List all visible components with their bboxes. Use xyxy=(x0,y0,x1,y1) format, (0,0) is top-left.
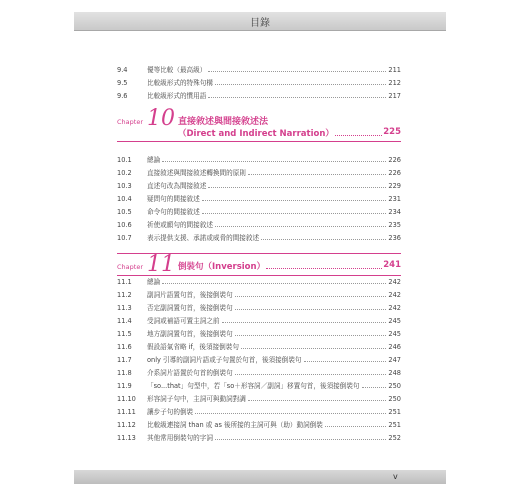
section-number: 11.5 xyxy=(117,330,132,338)
section-page: 212 xyxy=(388,79,401,87)
page-number: v xyxy=(393,472,398,481)
toc-entry[interactable] xyxy=(117,406,401,418)
section-number: 9.4 xyxy=(117,66,128,74)
toc-entry[interactable] xyxy=(117,64,401,76)
dot-leader xyxy=(241,341,386,349)
section-page: 245 xyxy=(388,317,401,325)
toc-entry[interactable] xyxy=(117,367,401,379)
chapter-title: 倒裝句（Inversion） xyxy=(178,262,266,272)
toc-entry[interactable] xyxy=(117,180,401,192)
toc-entry[interactable] xyxy=(117,289,401,301)
section-page: 251 xyxy=(388,421,401,429)
section-page: 242 xyxy=(388,291,401,299)
section-number: 10.7 xyxy=(117,234,132,242)
section-page: 242 xyxy=(388,278,401,286)
section-number: 11.9 xyxy=(117,382,132,390)
header-title: 目錄 xyxy=(250,18,270,29)
dot-leader xyxy=(362,380,387,388)
section-page: 250 xyxy=(388,382,401,390)
chapter-page: 241 xyxy=(383,260,401,270)
chapter-subtitle-line[interactable] xyxy=(178,127,401,139)
section-page: 246 xyxy=(388,343,401,351)
section-title: 受詞或補語可置主詞之前 xyxy=(147,317,220,325)
section-page: 250 xyxy=(388,395,401,403)
section-title: 總論 xyxy=(147,156,161,164)
section-number: 10.3 xyxy=(117,182,132,190)
toc-entry[interactable] xyxy=(117,328,401,340)
chapter-number: 11 xyxy=(147,252,175,277)
section-title: 「so...that」句型中，若「so＋形容詞／副詞」移置句首，後須接倒裝句 xyxy=(147,382,360,390)
section-page: 251 xyxy=(388,408,401,416)
dot-leader xyxy=(248,393,387,401)
dot-leader xyxy=(162,276,386,284)
section-page: 245 xyxy=(388,330,401,338)
dot-leader xyxy=(222,315,387,323)
toc-entry[interactable] xyxy=(117,276,401,288)
toc-entry[interactable] xyxy=(117,77,401,89)
dot-leader xyxy=(195,406,386,414)
section-title: 直述句改為間接敘述 xyxy=(147,182,207,190)
toc-entry[interactable] xyxy=(117,315,401,327)
header-bar xyxy=(74,12,446,31)
section-number: 11.6 xyxy=(117,343,132,351)
section-title: 直接敘述與間接敘述轉換間的原則 xyxy=(147,169,246,177)
section-title: 總論 xyxy=(147,278,161,286)
dot-leader xyxy=(208,90,386,98)
toc-entry[interactable] xyxy=(117,90,401,102)
section-number: 11.11 xyxy=(117,408,136,416)
toc-entry[interactable] xyxy=(117,380,401,392)
dot-leader xyxy=(235,328,387,336)
section-number: 11.10 xyxy=(117,395,136,403)
section-title: 比較級連接詞 than 或 as 後所接的主詞可與（助）動詞倒裝 xyxy=(147,421,323,429)
chapter-number: 10 xyxy=(147,106,175,131)
section-title: 祈使或願句的間接敘述 xyxy=(147,221,213,229)
section-title: 形容詞子句中，主詞可與動詞對調 xyxy=(147,395,246,403)
dot-leader xyxy=(325,419,387,427)
toc-entry[interactable] xyxy=(117,154,401,166)
section-number: 11.8 xyxy=(117,369,132,377)
section-number: 9.6 xyxy=(117,92,128,100)
section-title: 優等比較（最高級） xyxy=(147,66,207,74)
dot-leader xyxy=(235,367,387,375)
section-number: 10.2 xyxy=(117,169,132,177)
section-page: 248 xyxy=(388,369,401,377)
toc-entry[interactable] xyxy=(117,419,401,431)
toc-entry[interactable] xyxy=(117,206,401,218)
section-page: 236 xyxy=(388,234,401,242)
section-title: 地方副詞置句首，後接倒裝句 xyxy=(147,330,233,338)
dot-leader xyxy=(208,180,386,188)
toc-entry[interactable] xyxy=(117,219,401,231)
dot-leader xyxy=(261,232,386,240)
chapter-label: Chapter xyxy=(117,263,143,271)
toc-entry[interactable] xyxy=(117,193,401,205)
dot-leader xyxy=(248,167,387,175)
section-page: 231 xyxy=(388,195,401,203)
toc-entry[interactable] xyxy=(117,167,401,179)
section-number: 10.1 xyxy=(117,156,132,164)
section-page: 242 xyxy=(388,304,401,312)
section-number: 11.13 xyxy=(117,434,136,442)
dot-leader xyxy=(266,260,382,269)
section-page: 226 xyxy=(388,169,401,177)
toc-entry[interactable] xyxy=(117,393,401,405)
section-number: 10.6 xyxy=(117,221,132,229)
chapter-label: Chapter xyxy=(117,118,143,126)
dot-leader xyxy=(202,193,387,201)
section-number: 10.4 xyxy=(117,195,132,203)
dot-leader xyxy=(215,432,386,440)
toc-entry[interactable] xyxy=(117,232,401,244)
section-number: 11.2 xyxy=(117,291,132,299)
section-page: 234 xyxy=(388,208,401,216)
section-title: 其他常用倒裝句的字詞 xyxy=(147,434,213,442)
section-title: 假設語氣省略 if，後須接倒裝句 xyxy=(147,343,239,351)
dot-leader xyxy=(235,289,387,297)
toc-entry[interactable] xyxy=(117,341,401,353)
chapter-subtitle: （Direct and Indirect Narration） xyxy=(178,129,334,139)
section-title: 疑問句的間接敘述 xyxy=(147,195,200,203)
footer-bar xyxy=(74,470,446,484)
section-page: 217 xyxy=(388,92,401,100)
dot-leader xyxy=(304,354,387,362)
section-number: 11.3 xyxy=(117,304,132,312)
section-title: only 引導的副詞片語或子句置於句首，後須接倒裝句 xyxy=(147,356,302,364)
section-title: 命令句的間接敘述 xyxy=(147,208,200,216)
section-page: 211 xyxy=(388,66,401,74)
dot-leader xyxy=(202,206,387,214)
section-page: 235 xyxy=(388,221,401,229)
section-title: 讓步子句的倒裝 xyxy=(147,408,194,416)
toc-entry[interactable] xyxy=(117,302,401,314)
dot-leader xyxy=(215,219,386,227)
section-title: 副詞片語置句首，後接倒裝句 xyxy=(147,291,233,299)
section-title: 表示提供支援、承諾或威脅的間接敘述 xyxy=(147,234,260,242)
section-page: 229 xyxy=(388,182,401,190)
dot-leader xyxy=(208,64,386,72)
section-number: 11.1 xyxy=(117,278,132,286)
section-page: 247 xyxy=(388,356,401,364)
section-number: 9.5 xyxy=(117,79,128,87)
dot-leader xyxy=(235,302,387,310)
section-title: 否定副詞置句首，後接倒裝句 xyxy=(147,304,233,312)
section-page: 252 xyxy=(388,434,401,442)
dot-leader xyxy=(215,77,386,85)
section-title: 介系詞片語置於句首的倒裝句 xyxy=(147,369,233,377)
section-title: 比較級形式的特殊句構 xyxy=(147,79,213,87)
section-number: 11.12 xyxy=(117,421,136,429)
chapter-title[interactable]: 直接敘述與間接敘述法 xyxy=(178,117,269,127)
dot-leader xyxy=(162,154,386,162)
section-page: 226 xyxy=(388,156,401,164)
dot-leader xyxy=(335,127,382,136)
chapter-title-line[interactable] xyxy=(178,260,401,272)
chapter-page: 225 xyxy=(383,127,401,137)
section-number: 11.7 xyxy=(117,356,132,364)
chapter-rule xyxy=(117,141,401,142)
section-number: 11.4 xyxy=(117,317,132,325)
section-number: 10.5 xyxy=(117,208,132,216)
section-title: 比較級形式的慣用語 xyxy=(147,92,207,100)
toc-entry[interactable] xyxy=(117,354,401,366)
toc-entry[interactable] xyxy=(117,432,401,444)
